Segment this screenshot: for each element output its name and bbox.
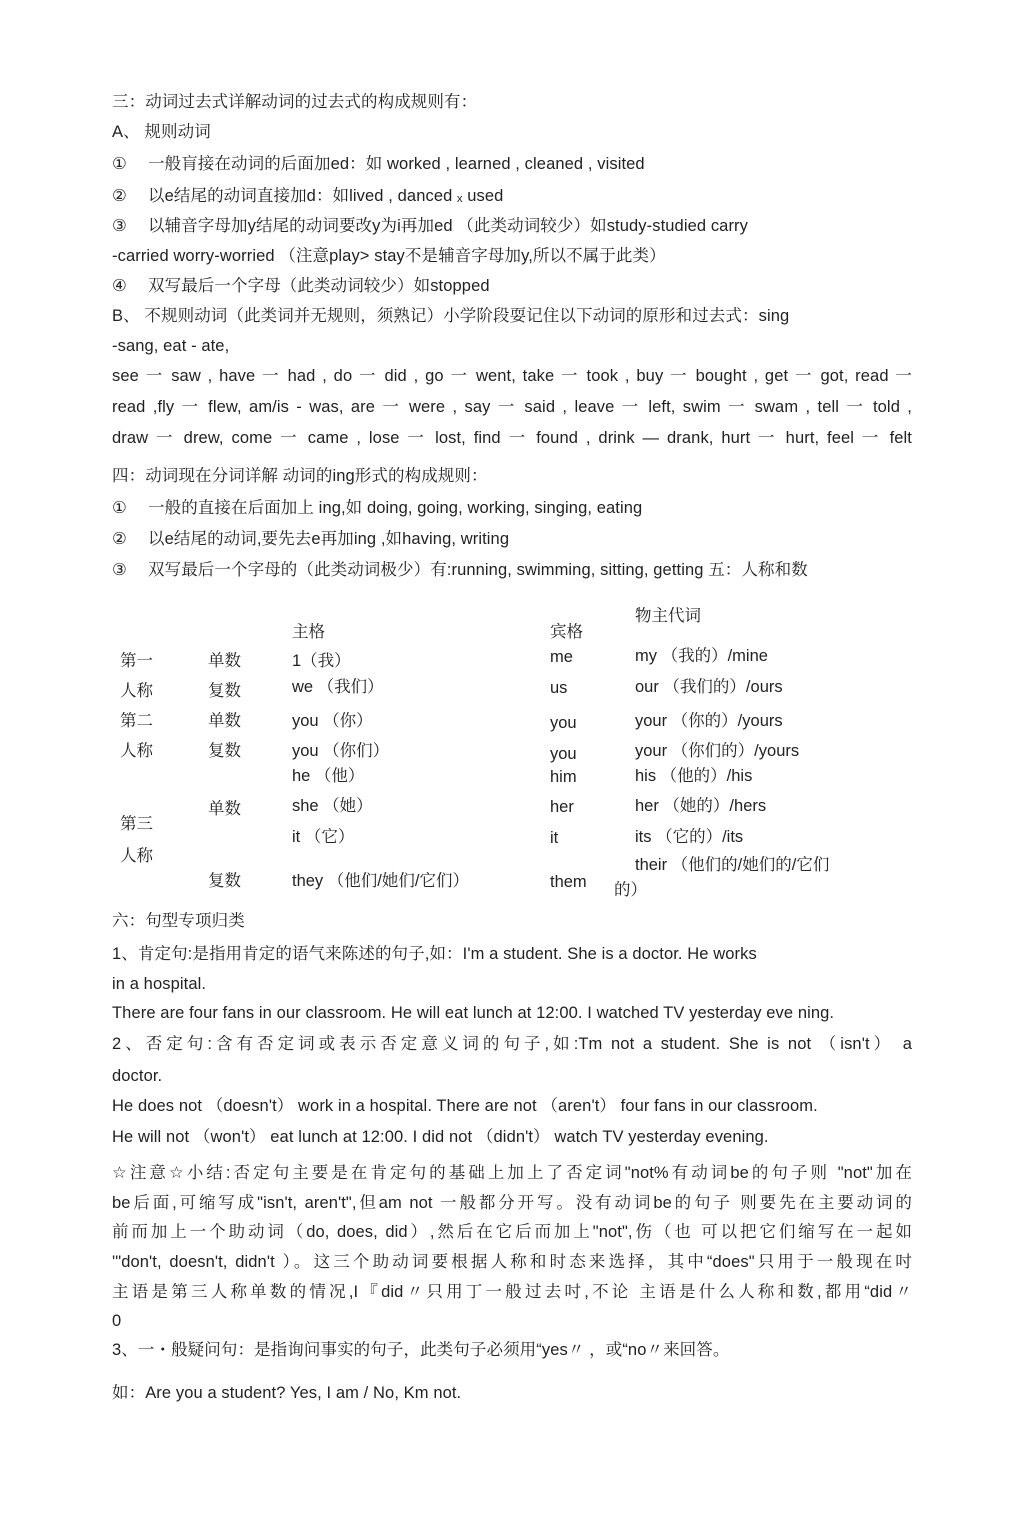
question-line-1: 3、一・般疑问句：是指询问事实的句子，此类句子必须用“yes〃 ，或“no〃来回答。 [112,1341,730,1359]
ing-rule-1 [112,498,912,518]
irregular-verbs-cont: -sang, eat - ate, [112,337,230,355]
person1-pl-subject: we （我们） [292,678,384,696]
person3-pl-possessive-2: 的） [614,881,647,899]
person1-pl-possessive: our （我们的）/ours [635,678,783,696]
section6-heading: 六：句型专项归类 [112,912,245,930]
person1-sg-possessive: my （我的）/mine [635,647,768,665]
person1-pl-object: us [550,679,568,697]
past-rule-3 [112,216,912,236]
person2-sg-possessive: your （你的）/yours [635,712,783,730]
person3-it-subject: it （它） [292,828,355,846]
person3-singular: 单数 [208,800,241,818]
past-rule-2 [112,186,912,206]
rule-text: 以e结尾的动词,要先去e再加ing ,如having, writing [148,530,510,548]
person2-plural: 复数 [208,742,241,760]
ing-rule-2 [112,529,912,549]
rule-text: 一般的直接在后面加上 ing,如 doing, going, working, singing, eating [148,499,643,517]
rule-text: 以e结尾的动词直接加d：如lived , danced ₓ used [148,187,504,205]
negative-line-3: He does not （doesn't） work in a hospital. There are not （aren't） four fans in our classroom. [112,1097,818,1115]
negative-line-1: 2、否定句:含有否定词或表示否定意义词的句子,如:Tm not a student. She is not （isn't） a [112,1035,912,1053]
irregular-verbs-title: B、 不规则动词（此类词并无规则，须熟记）小学阶段耍记住以下动词的原形和过去式：sing [112,307,790,325]
rule-text: 一般肓接在动词的后面加ed：如 worked , learned , cleaned , visited [148,155,645,173]
header-object: 宾格 [550,623,583,641]
past-rule-4 [112,276,912,296]
person1-label-1: 第一 [120,652,153,670]
person3-pl-possessive-1: their （他们的/她们的/它们 [635,856,830,874]
rule-mark: ③ [112,561,127,579]
rule-text: 双写最后一个字母的（此类动词极少）有:running, swimming, sitting, getting 五：人称和数 [148,561,808,579]
note-line-3: 前而加上一个助动词（do, does, did）,然后在它后而加上"not",伤（也 可以把它们缩写在一起如 [112,1223,912,1241]
person1-sg-object: me [550,648,573,666]
person3-label-2: 人称 [120,847,153,865]
person2-sg-object: you [550,714,577,732]
person3-she-object: her [550,798,574,816]
rule-text: 以辅音字母加y结尾的动词要改y为i再加ed （此类动词较少）如study-studied carry [148,217,748,235]
person2-pl-possessive: your （你们的）/yours [635,742,800,760]
affirmative-line-2: in a hospital. [112,975,207,993]
irregular-list-2: read ,fly 一 flew, am/is - was, are 一 were , say 一 said , leave 一 left, swim 一 swam , tell 一 told , [112,398,912,416]
note-line-2: be后面,可缩写成"isn't, aren't",但am not 一般都分开写。没有动词be的句子 则要先在主要动词的 [112,1194,912,1212]
regular-verbs-title: A、 规则动词 [112,123,211,141]
irregular-list-3: draw 一 drew, come 一 came , lose 一 lost, find 一 found , drink — drank, hurt 一 hurt, feel 一 felt [112,429,912,447]
note-line-5: 主语是第三人称单数的情况,I『did〃只用丁一般过去吋,不论 主语是什么人称和数,都用“did〃 [112,1283,912,1301]
section3-heading: 三：动词过去式详解动词的过去式的构成规则有： [112,93,478,111]
person1-plural: 复数 [208,682,241,700]
past-rule-1 [112,154,912,174]
person3-plural: 复数 [208,872,241,890]
person3-he-possessive: his （他的）/his [635,767,753,785]
negative-line-2: doctor. [112,1067,163,1085]
person3-it-possessive: its （它的）/its [635,828,744,846]
note-line-1: ☆注意☆小结:否定句主要是在肯定句的基础上加上了否定词"not%有动词be的句子则 "not"加在 [112,1164,912,1182]
person1-singular: 单数 [208,652,241,670]
person3-she-subject: she （她） [292,797,373,815]
note-line-4: '"don't, doesn't, didn't ）。这三个助动词要根据人称和时态来选择，其中“does"只用于一般现在吋 [112,1253,912,1271]
section4-heading: 四：动词现在分词详解 动词的ing形式的构成规则： [112,467,488,485]
irregular-list-1: see 一 saw , have 一 had , do 一 did , go 一 went, take 一 took , buy 一 bought , get 一 got, read 一 [112,367,912,385]
rule-mark: ② [112,530,127,548]
past-rule-3-cont: -carried worry-worried （注意play> stay不是辅音字母加y,所以不属于此类） [112,247,666,265]
person3-he-subject: he （他） [292,767,365,785]
person1-label-2: 人称 [120,682,153,700]
person2-sg-subject: you （你） [292,712,373,730]
affirmative-line-3: There are four fans in our classroom. He will eat lunch at 12:00. I watched TV yesterday eve ning. [112,1004,835,1022]
person2-label-1: 第二 [120,712,153,730]
person2-pl-object: you [550,745,577,763]
ing-rule-3 [112,560,912,580]
person3-pl-object: them [550,873,587,891]
person3-label-1: 第三 [120,815,153,833]
affirmative-line-1: 1、肯定句:是指用肯定的语气来陈述的句子,如：I'm a student. She is a doctor. He works [112,945,757,963]
question-line-2: 如：Are you a student? Yes, I am / No, Km not. [112,1384,462,1402]
person3-it-object: it [550,829,559,847]
person2-label-2: 人称 [120,742,153,760]
person2-singular: 单数 [208,712,241,730]
rule-text: 双写最后一个字母（此类动词较少）如stopped [148,277,490,295]
header-possessive: 物主代词 [635,607,701,625]
person1-sg-subject: 1（我） [292,652,351,670]
rule-mark: ③ [112,217,127,235]
negative-line-4: He will not （won't） eat lunch at 12:00. I did not （didn't） watch TV yesterday evening. [112,1128,769,1146]
person3-he-object: him [550,768,577,786]
note-line-6: 0 [112,1312,122,1330]
person2-pl-subject: you （你们） [292,742,390,760]
person3-pl-subject: they （他们/她们/它们） [292,872,469,890]
rule-mark: ④ [112,277,127,295]
header-subject: 主格 [292,623,325,641]
rule-mark: ① [112,155,127,173]
rule-mark: ① [112,499,127,517]
person3-she-possessive: her （她的）/hers [635,797,767,815]
rule-mark: ② [112,187,127,205]
